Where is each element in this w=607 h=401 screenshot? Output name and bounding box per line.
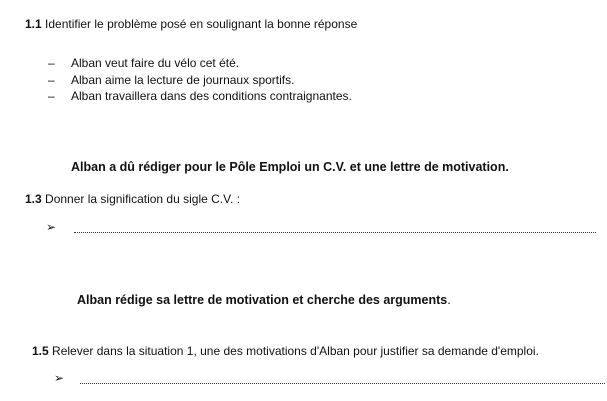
option-item[interactable]: [48, 88, 352, 105]
question-text: Donner la signification du sigle C.V. :: [45, 192, 241, 206]
option-item[interactable]: [48, 72, 352, 89]
question-1-5: [32, 344, 539, 358]
section-heading-letter: [77, 293, 451, 307]
question-text: Relever dans la situation 1, une des motivations d'Alban pour justifier sa demande d'emploi.: [52, 344, 539, 358]
question-number: 1.5: [32, 344, 49, 358]
question-text: Identifier le problème posé en soulignant la bonne réponse: [45, 17, 358, 31]
dash-marker: –: [48, 72, 55, 87]
question-number: 1.1: [25, 17, 42, 31]
option-text: Alban veut faire du vélo cet été.: [71, 56, 240, 70]
heading-period: .: [447, 293, 451, 307]
arrow-bullet-icon: ➢: [54, 371, 65, 385]
dash-marker: –: [48, 56, 55, 70]
question-1-1: [25, 17, 357, 31]
question-1-3: [25, 192, 240, 206]
section-heading-cv: Alban a dû rédiger pour le Pôle Emploi un C.V. et une lettre de motivation.: [71, 160, 509, 174]
option-text: Alban travaillera dans des conditions contraignantes.: [71, 89, 352, 103]
answer-line-1-3[interactable]: [74, 232, 596, 233]
question-number: 1.3: [25, 192, 42, 206]
option-text: Alban aime la lecture de journaux sportifs.: [71, 72, 295, 87]
answer-options: [48, 55, 352, 105]
answer-line-1-5[interactable]: [80, 383, 605, 384]
dash-marker: –: [48, 89, 55, 103]
option-item[interactable]: [48, 55, 352, 72]
arrow-bullet-icon: ➢: [46, 220, 57, 234]
heading-text: Alban rédige sa lettre de motivation et cherche des arguments: [77, 293, 448, 307]
